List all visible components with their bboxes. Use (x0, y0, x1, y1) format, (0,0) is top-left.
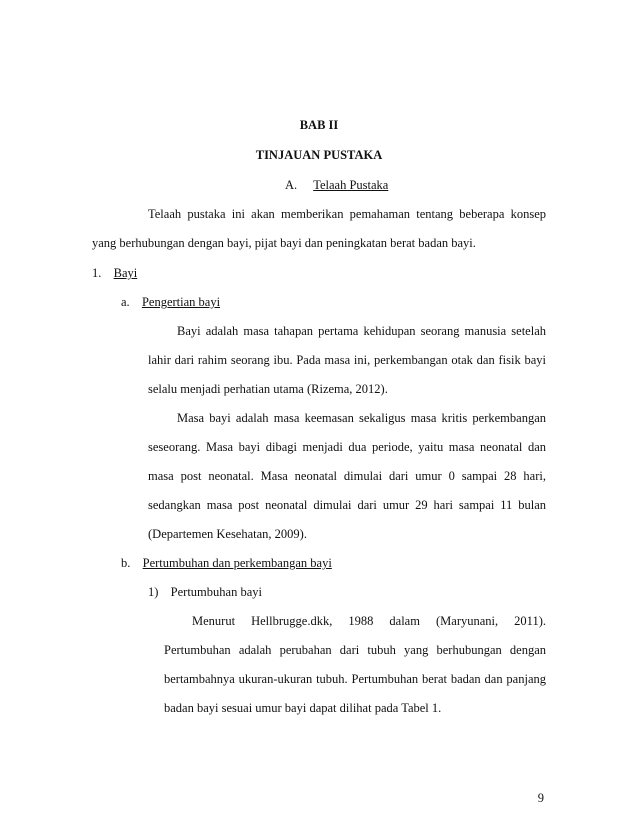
paragraph-line: sedangkan masa post neonatal dimulai dari umur 29 hari sampai 11 bulan (148, 498, 546, 512)
section-heading (285, 177, 388, 193)
subheading-pertumbuhan-perkembangan (121, 555, 332, 571)
paragraph-line: bertambahnya ukuran-ukuran tubuh. Pertumbuhan berat badan dan panjang (164, 672, 546, 686)
paragraph-line: Menurut Hellbrugge.dkk, 1988 dalam (Maryunani, 2011). (192, 614, 546, 628)
intro-line: Telaah pustaka ini akan memberikan pemahaman tentang beberapa konsep (148, 207, 546, 221)
subheading-title: Bayi (113, 266, 138, 280)
subheading-marker: 1. (92, 266, 102, 280)
subheading-marker: a. (121, 295, 130, 309)
paragraph-line: seseorang. Masa bayi dibagi menjadi dua periode, yaitu masa neonatal dan (148, 440, 546, 454)
section-title: Telaah Pustaka (313, 178, 389, 192)
paragraph-line: badan bayi sesuai umur bayi dapat dilihat pada Tabel 1. (164, 701, 442, 715)
subheading-marker: 1) (148, 585, 159, 599)
paragraph-line: Pertumbuhan adalah perubahan dari tubuh yang berhubungan dengan (164, 643, 546, 657)
chapter-title: TINJAUAN PUSTAKA (255, 148, 383, 162)
page-number: 9 (537, 791, 544, 805)
subheading-pengertian-bayi (121, 294, 220, 310)
subheading-title: Pertumbuhan bayi (170, 585, 262, 599)
subheading-title: Pertumbuhan dan perkembangan bayi (142, 556, 332, 570)
section-marker: A. (285, 178, 298, 192)
paragraph-line: masa post neonatal. Masa neonatal dimulai dari umur 0 sampai 28 hari, (148, 469, 546, 483)
paragraph-line: lahir dari rahim seorang ibu. Pada masa ini, perkembangan otak dan fisik bayi (148, 353, 546, 367)
paragraph-line: Bayi adalah masa tahapan pertama kehidupan seorang manusia setelah (177, 324, 546, 338)
subheading-marker: b. (121, 556, 131, 570)
paragraph-line: selalu menjadi perhatian utama (Rizema, 2012). (148, 382, 388, 396)
subheading-title: Pengertian bayi (141, 295, 221, 309)
subheading-bayi (92, 265, 137, 281)
subheading-pertumbuhan-bayi (148, 584, 262, 600)
paragraph-line: (Departemen Kesehatan, 2009). (148, 527, 307, 541)
chapter-heading: BAB II (299, 118, 339, 132)
intro-line: yang berhubungan dengan bayi, pijat bayi dan peningkatan berat badan bayi. (92, 236, 476, 250)
paragraph-line: Masa bayi adalah masa keemasan sekaligus masa kritis perkembangan (177, 411, 546, 425)
